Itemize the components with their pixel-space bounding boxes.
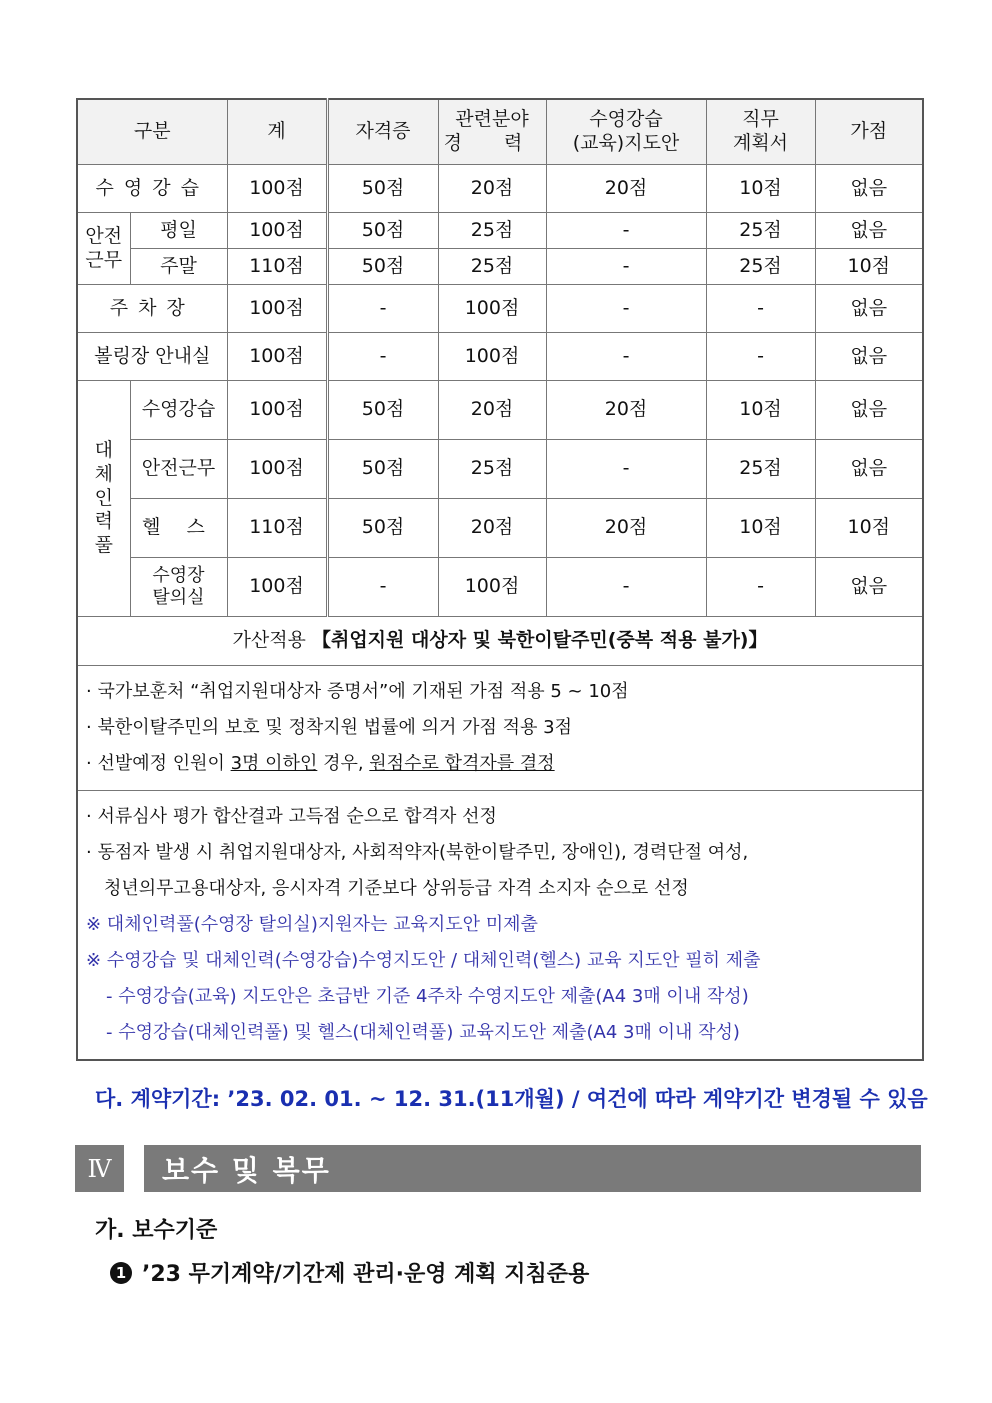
table-row xyxy=(77,213,923,249)
numbered-bullet-icon: 1 xyxy=(110,1262,132,1284)
cell-experience: 100점 xyxy=(438,558,546,617)
note-line: ※ 대체인력풀(수영장 탈의실)지원자는 교육지도안 미제출 xyxy=(86,914,538,935)
cell-bonus: 없음 xyxy=(815,381,923,440)
table-row xyxy=(77,333,923,381)
note-line: - 수영강습(교육) 지도안은 초급반 기준 4주차 수영지도안 제출(A4 3매 이내 작성) xyxy=(106,986,749,1007)
note-line: 청년의무고용대상자, 응시자격 기준보다 상위등급 자격 소지자 순으로 선정 xyxy=(104,878,689,899)
row-label: 볼링장 안내실 xyxy=(77,333,227,381)
cell-bonus: 없음 xyxy=(815,440,923,499)
cell-bonus: 10점 xyxy=(815,249,923,285)
cell-bonus: 없음 xyxy=(815,165,923,213)
header-plan: 수영강습 (교육)지도안 xyxy=(546,99,706,165)
cell-job: 10점 xyxy=(706,165,815,213)
group-label-safety: 안전 근무 xyxy=(77,213,130,285)
row-label: 주차장 xyxy=(77,285,227,333)
cell-plan: 20점 xyxy=(546,499,706,558)
table-row xyxy=(77,499,923,558)
cell-job: 10점 xyxy=(706,381,815,440)
cell-experience: 20점 xyxy=(438,165,546,213)
cell-bonus: 10점 xyxy=(815,499,923,558)
cell-total: 110점 xyxy=(227,499,327,558)
cell-total: 110점 xyxy=(227,249,327,285)
cell-total: 100점 xyxy=(227,213,327,249)
header-bonus: 가점 xyxy=(815,99,923,165)
note-line: · 북한이탈주민의 보호 및 정착지원 법률에 의거 가점 적용 3점 xyxy=(86,717,572,738)
table-header-row xyxy=(77,99,923,165)
table-row xyxy=(77,440,923,499)
table-row xyxy=(77,558,923,617)
cell-bonus: 없음 xyxy=(815,213,923,249)
cell-total: 100점 xyxy=(227,333,327,381)
cell-license: 50점 xyxy=(327,213,438,249)
contract-period: 다. 계약기간: ’23. 02. 01. ~ 12. 31.(11개월) / 여건에 따라 계약기간 변경될 수 있음 xyxy=(95,1087,928,1111)
cell-total: 100점 xyxy=(227,440,327,499)
cell-job: - xyxy=(706,558,815,617)
note-line: · 국가보훈처 “취업지원대상자 증명서”에 기재된 가점 적용 5 ~ 10점 xyxy=(86,681,629,702)
table-row xyxy=(77,285,923,333)
header-total: 계 xyxy=(227,99,327,165)
section-title: 보수 및 복무 xyxy=(144,1145,921,1192)
cell-plan: - xyxy=(546,558,706,617)
header-experience: 관련분야 경 력 xyxy=(438,99,546,165)
cell-plan: - xyxy=(546,440,706,499)
notes-row xyxy=(77,666,923,791)
subsection-heading: 가. 보수기준 xyxy=(95,1218,218,1243)
cell-job: 25점 xyxy=(706,249,815,285)
cell-job: - xyxy=(706,333,815,381)
cell-job: 25점 xyxy=(706,440,815,499)
cell-plan: 20점 xyxy=(546,381,706,440)
cell-experience: 25점 xyxy=(438,440,546,499)
bonus-banner-row xyxy=(77,617,923,666)
cell-license: 50점 xyxy=(327,381,438,440)
table-row xyxy=(77,381,923,440)
cell-experience: 25점 xyxy=(438,249,546,285)
note-line: · 서류심사 평가 합산결과 고득점 순으로 합격자 선정 xyxy=(86,806,497,827)
bonus-banner: 가산적용 【취업지원 대상자 및 북한이탈주민(중복 적용 불가)】 xyxy=(77,617,923,666)
cell-plan: - xyxy=(546,333,706,381)
note-line: · 선발예정 인원이 3명 이하인 경우, 원점수로 합격자를 결정 xyxy=(86,753,555,774)
cell-license: - xyxy=(327,285,438,333)
cell-license: - xyxy=(327,558,438,617)
cell-experience: 100점 xyxy=(438,333,546,381)
header-category: 구분 xyxy=(77,99,227,165)
cell-license: 50점 xyxy=(327,165,438,213)
bonus-notes xyxy=(77,666,923,791)
cell-job: 10점 xyxy=(706,499,815,558)
cell-total: 100점 xyxy=(227,381,327,440)
row-label: 안전근무 xyxy=(130,440,227,499)
cell-bonus: 없음 xyxy=(815,558,923,617)
selection-notes xyxy=(77,791,923,1061)
header-job-plan: 직무 계획서 xyxy=(706,99,815,165)
cell-license: 50점 xyxy=(327,499,438,558)
numbered-item xyxy=(110,1257,589,1288)
score-table xyxy=(76,98,924,1061)
cell-plan: - xyxy=(546,249,706,285)
header-license: 자격증 xyxy=(327,99,438,165)
cell-total: 100점 xyxy=(227,558,327,617)
row-label: 헬 스 xyxy=(130,499,227,558)
cell-plan: - xyxy=(546,213,706,249)
note-line: · 동점자 발생 시 취업지원대상자, 사회적약자(북한이탈주민, 장애인), 경력단절 여성, xyxy=(86,842,749,863)
cell-experience: 20점 xyxy=(438,499,546,558)
cell-license: 50점 xyxy=(327,440,438,499)
cell-experience: 20점 xyxy=(438,381,546,440)
group-label-pool: 대 체 인 력 풀 xyxy=(77,381,130,617)
note-line: - 수영강습(대체인력풀) 및 헬스(대체인력풀) 교육지도안 제출(A4 3매 이내 작성) xyxy=(106,1022,740,1043)
cell-bonus: 없음 xyxy=(815,285,923,333)
cell-license: 50점 xyxy=(327,249,438,285)
table-row xyxy=(77,165,923,213)
cell-license: - xyxy=(327,333,438,381)
row-label: 평일 xyxy=(130,213,227,249)
table-row xyxy=(77,249,923,285)
row-label: 수영강습 xyxy=(130,381,227,440)
notes-row xyxy=(77,791,923,1061)
note-line: ※ 수영강습 및 대체인력(수영강습)수영지도안 / 대체인력(헬스) 교육 지도안 필히 제출 xyxy=(86,950,761,971)
cell-total: 100점 xyxy=(227,285,327,333)
cell-job: - xyxy=(706,285,815,333)
cell-job: 25점 xyxy=(706,213,815,249)
numbered-item-text: ’23 무기계약/기간제 관리·운영 계획 지침준용 xyxy=(142,1262,590,1287)
row-label: 주말 xyxy=(130,249,227,285)
cell-plan: - xyxy=(546,285,706,333)
section-number: Ⅳ xyxy=(75,1145,124,1192)
cell-total: 100점 xyxy=(227,165,327,213)
cell-bonus: 없음 xyxy=(815,333,923,381)
row-label: 수영장 탈의실 xyxy=(130,558,227,617)
cell-experience: 25점 xyxy=(438,213,546,249)
cell-experience: 100점 xyxy=(438,285,546,333)
row-label: 수영강습 xyxy=(77,165,227,213)
cell-plan: 20점 xyxy=(546,165,706,213)
